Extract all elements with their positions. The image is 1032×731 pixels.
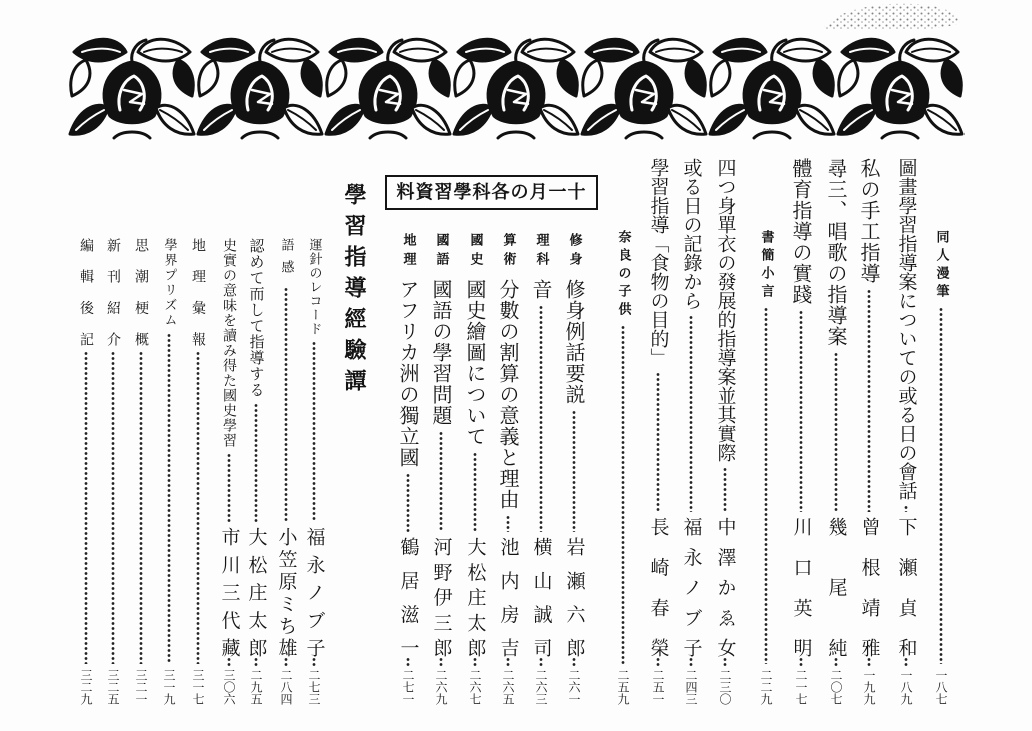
- entry-title: 史實の意味を讀み得た國史學習: [221, 238, 237, 448]
- dot-leader: [939, 307, 943, 664]
- entry-author: 市川三代藏: [218, 527, 241, 657]
- page-number: 二七三: [307, 669, 321, 705]
- page-number: 二九五: [249, 669, 263, 705]
- dot-leader: [834, 657, 838, 667]
- dot-leader: [799, 310, 803, 512]
- dot-leader: [539, 305, 543, 532]
- dot-leader: [254, 403, 258, 522]
- dot-leader: [656, 372, 660, 512]
- toc-entry: [853, 158, 885, 705]
- dot-leader: [723, 657, 727, 667]
- toc-entry: [298, 238, 330, 705]
- entry-title: 編輯後記: [78, 238, 94, 346]
- toc-entry: [425, 233, 457, 705]
- entry-author: 川口英明: [790, 517, 813, 657]
- dot-leader: [689, 657, 693, 667]
- page-number: 二〇七: [829, 669, 843, 705]
- entry-author: 曾根靖雅: [858, 517, 881, 657]
- entry-title: 修身例話要説: [562, 279, 586, 405]
- dot-leader: [723, 467, 727, 512]
- entry-title: 學習指導「食物の目的」: [647, 158, 670, 367]
- toc-entry: [820, 158, 852, 705]
- entry-author: 福永ノブ子: [680, 517, 703, 657]
- subject-label: 國史: [467, 233, 483, 271]
- entry-author: 鶴居滋一: [397, 537, 420, 657]
- page-number: 三〇六: [222, 669, 236, 705]
- entry-author: 長崎春榮: [647, 517, 670, 657]
- entry-title: 國史繪圖について: [463, 279, 487, 447]
- page-number: 二三〇: [718, 669, 732, 705]
- dot-leader: [139, 351, 143, 664]
- entry-title: 同人漫筆: [933, 230, 949, 302]
- entry-title: 體育指導の實踐: [789, 158, 813, 305]
- entry-title: アフリカ洲の獨立國: [396, 279, 420, 468]
- dot-leader: [764, 307, 768, 664]
- page-number: 二六五: [501, 669, 515, 705]
- entry-title: 認めて而して指導する: [247, 238, 266, 398]
- page-number: 二六一: [567, 669, 581, 705]
- dot-leader: [312, 657, 316, 667]
- dot-leader: [572, 657, 576, 667]
- page-number: 一九九: [862, 669, 876, 705]
- page-number: 三二五: [106, 669, 120, 705]
- entry-author: 大松庄太郎: [464, 537, 487, 657]
- dot-leader: [439, 431, 443, 532]
- toc-entry: [182, 238, 214, 705]
- dot-leader: [904, 657, 908, 667]
- floral-pattern: [68, 30, 965, 142]
- dot-leader: [539, 657, 543, 667]
- dot-leader: [473, 657, 477, 667]
- page-number: 三二一: [134, 669, 148, 705]
- page-number: 二六七: [468, 669, 482, 705]
- dot-leader: [656, 657, 660, 667]
- toc-entry: [558, 233, 590, 705]
- dot-leader: [227, 453, 231, 522]
- page-number: 二一七: [794, 669, 808, 705]
- entry-author: 池内房吉: [497, 537, 520, 657]
- section-heading-monthly: 十一月の各科學習資料: [385, 175, 598, 210]
- toc-entry: [525, 233, 557, 705]
- toc-entry: [392, 233, 424, 705]
- entry-author: 中澤かゑ女: [714, 517, 737, 657]
- page-number: 一八七: [934, 669, 948, 705]
- entry-author: 福永ノブ子: [303, 527, 326, 657]
- toc-entry: [153, 238, 185, 705]
- entry-title: 書簡小言: [758, 230, 774, 302]
- page-number: 二六九: [434, 669, 448, 705]
- dot-leader: [506, 657, 510, 667]
- dot-leader: [904, 505, 908, 512]
- entry-title: 四つ身單衣の發展的指導案並其實際: [714, 158, 737, 462]
- page-number: 三二九: [79, 669, 93, 705]
- entry-title: 尋三、唱歌の指導案: [824, 158, 848, 347]
- toc-entry: [492, 233, 524, 705]
- dot-leader: [867, 289, 871, 512]
- page-number: 二七一: [401, 669, 415, 705]
- dot-leader: [799, 657, 803, 667]
- entry-title: 私の手工指導: [857, 158, 881, 284]
- toc-entry: [675, 158, 707, 705]
- dot-leader: [572, 410, 576, 532]
- toc-entry: [785, 158, 817, 705]
- dot-leader: [473, 452, 477, 532]
- dot-leader: [689, 315, 693, 512]
- dot-leader: [406, 473, 410, 532]
- toc-entry: [70, 238, 102, 705]
- page-number: 一八九: [899, 669, 913, 705]
- entry-title: 地理彙報: [190, 238, 206, 346]
- entry-title: 學界プリズム: [161, 238, 177, 328]
- entry-title: 奈良の子供: [615, 230, 631, 320]
- page-number: 二八四: [279, 669, 293, 705]
- entry-author: 小笠原ミち雄: [275, 527, 298, 657]
- toc-entry: [607, 230, 639, 705]
- dot-leader: [84, 351, 88, 664]
- entry-title: 語感: [278, 238, 294, 282]
- toc-entry: [890, 158, 922, 705]
- dot-leader: [167, 333, 171, 664]
- entry-title: 分數の割算の意義と理由: [496, 279, 520, 510]
- dot-leader: [506, 515, 510, 532]
- entry-author: 横山誠司: [530, 537, 553, 657]
- entry-author: 岩瀬六郎: [563, 537, 586, 657]
- dot-leader: [227, 657, 231, 667]
- toc-entry: [925, 230, 957, 705]
- subject-label: 地理: [400, 233, 416, 271]
- entry-title: 思潮梗概: [133, 238, 149, 346]
- toc-entry: [459, 233, 491, 705]
- dot-leader: [284, 287, 288, 522]
- page-number: 二二九: [759, 669, 773, 705]
- entry-author: 下瀬貞和: [895, 517, 918, 657]
- entry-author: 河野伊三郎: [430, 537, 453, 657]
- subject-label: 理科: [533, 233, 549, 271]
- subject-label: 國語: [433, 233, 449, 271]
- page-number: 二六三: [534, 669, 548, 705]
- entry-title: 國語の學習問題: [429, 279, 453, 426]
- page-number: 二五一: [651, 669, 665, 705]
- dot-leader: [621, 325, 625, 664]
- floral-border: [68, 30, 965, 142]
- toc-entry: [213, 238, 245, 705]
- subject-label: 修身: [566, 233, 582, 271]
- entry-title: 新刊紹介: [105, 238, 121, 346]
- page-number: 三一七: [191, 669, 205, 705]
- page-number: 三一九: [162, 669, 176, 705]
- dot-leader: [406, 657, 410, 667]
- dot-leader: [254, 657, 258, 667]
- page-number: 二五九: [616, 669, 630, 705]
- toc-entry: [750, 230, 782, 705]
- dot-leader: [312, 341, 316, 522]
- dot-leader: [111, 351, 115, 664]
- dot-leader: [439, 657, 443, 667]
- toc-entry: [270, 238, 302, 705]
- entry-title: 運針のレコード: [306, 238, 322, 336]
- dot-leader: [834, 352, 838, 512]
- entry-title: 圖畫學習指導案についての或る日の會話: [895, 158, 918, 500]
- subject-label: 算術: [500, 233, 516, 271]
- dot-leader: [867, 657, 871, 667]
- entry-title: 音: [529, 279, 553, 300]
- dot-leader: [284, 657, 288, 667]
- entry-author: 幾尾純: [825, 517, 848, 657]
- toc-entry: [125, 238, 157, 705]
- page-number: 二四三: [684, 669, 698, 705]
- entry-author: 大松庄太郎: [245, 527, 268, 657]
- toc-entry: [642, 158, 674, 705]
- dot-leader: [196, 351, 200, 664]
- toc-entry: [709, 158, 741, 705]
- section-heading-experience: 學習指導經驗譚: [341, 183, 367, 400]
- entry-title: 或る日の記錄から: [680, 158, 703, 310]
